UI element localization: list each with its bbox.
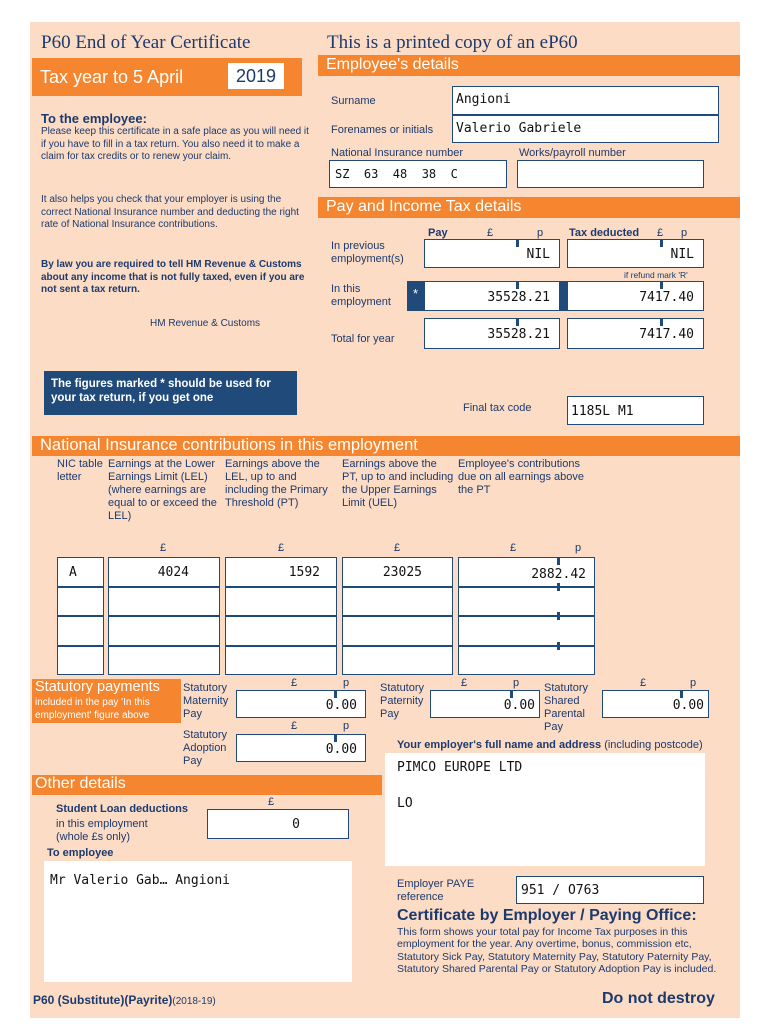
paye-ref-label: Employer PAYE reference bbox=[397, 878, 475, 903]
tax-header: Tax deducted bbox=[569, 227, 640, 239]
final-tax-code-label: Final tax code bbox=[463, 402, 532, 414]
do-not-destroy: Do not destroy bbox=[602, 990, 715, 1007]
ni-letter-cell bbox=[57, 646, 104, 675]
refund-note: if refund mark 'R' bbox=[624, 270, 688, 280]
employee-notice-para1: Please keep this certificate in a safe place as you will need it if you have to fill in a tax return. You also need it to make a claim for tax credits or to renew your claim. bbox=[41, 126, 309, 162]
tax-decimal-tick bbox=[660, 239, 663, 247]
ni-number-label: National Insurance number bbox=[331, 147, 464, 159]
shared-pence: p bbox=[690, 677, 697, 689]
student-loan-pound: £ bbox=[268, 796, 275, 808]
tax-code-field bbox=[567, 396, 704, 425]
surname-field bbox=[452, 86, 719, 115]
ni-uel-cell bbox=[342, 587, 453, 616]
previous-pay-value: NIL bbox=[526, 247, 550, 262]
pay-decimal-tick bbox=[516, 318, 519, 326]
form-name bbox=[33, 993, 216, 1007]
ni-pt-pound: £ bbox=[278, 542, 285, 554]
employee-details-header bbox=[318, 55, 740, 76]
employee-notice-para3: By law you are required to tell HM Revenue & Customs about any income that is not fully taxed, even if you are not sent a tax return. bbox=[41, 259, 305, 295]
ni-decimal-tick bbox=[557, 612, 560, 620]
works-number-label: Works/payroll number bbox=[519, 147, 626, 159]
shared-pound: £ bbox=[640, 677, 647, 689]
certificate-title: P60 End of Year Certificate bbox=[41, 32, 251, 53]
ni-col-contrib: Employee's contributions due on all earnings above the PT bbox=[458, 458, 584, 496]
hmrc-signature: HM Revenue & Customs bbox=[150, 318, 261, 329]
adoption-pence: p bbox=[343, 720, 350, 732]
employer-name-label bbox=[397, 739, 703, 751]
ni-contrib-value: 2882.42 bbox=[531, 567, 586, 582]
pay-decimal-tick bbox=[516, 281, 519, 289]
pay-pound: £ bbox=[487, 227, 494, 239]
tax-pence: p bbox=[681, 227, 688, 239]
ni-number-field bbox=[329, 160, 507, 188]
statutory-title: Statutory payments bbox=[35, 679, 160, 695]
student-loan-label: Student Loan deductions bbox=[56, 803, 188, 815]
pay-tax-header bbox=[318, 197, 740, 218]
maternity-label: Statutory Maternity Pay bbox=[183, 682, 229, 720]
ni-uel-cell bbox=[342, 646, 453, 675]
student-loan-sub: in this employment (whole £s only) bbox=[56, 818, 148, 843]
tax-code-value: 1185L M1 bbox=[571, 404, 634, 419]
surname-label: Surname bbox=[331, 95, 376, 107]
certificate-employer-title: Certificate by Employer / Paying Office: bbox=[397, 907, 697, 924]
forenames-value: Valerio Gabriele bbox=[456, 121, 582, 136]
pay-decimal-tick bbox=[516, 239, 519, 247]
total-pay-value: 35528.21 bbox=[487, 327, 550, 342]
total-tax-value: 7417.40 bbox=[639, 327, 694, 342]
ni-pt-cell bbox=[225, 557, 337, 587]
shared-parental-label: Statutory Shared Parental Pay bbox=[544, 682, 589, 733]
paternity-decimal-tick bbox=[510, 690, 513, 698]
tax-year-label: Tax year to 5 April bbox=[40, 67, 184, 87]
shared-parental-value: 0.00 bbox=[672, 698, 704, 713]
ni-letter-value: A bbox=[69, 565, 77, 580]
ni-lel-cell bbox=[108, 646, 220, 675]
ni-uel-value: 23025 bbox=[382, 565, 422, 580]
ni-letter-cell bbox=[57, 557, 104, 587]
previous-tax-field bbox=[567, 239, 704, 268]
ni-decimal-tick bbox=[557, 583, 560, 591]
total-pay-field bbox=[424, 318, 560, 349]
previous-pay-field bbox=[424, 239, 560, 268]
tax-star-marker bbox=[560, 281, 567, 311]
ni-col-letter: NIC table letter bbox=[57, 458, 103, 483]
employer-name-label-rest: (including postcode) bbox=[604, 739, 703, 751]
form-name-year: (2018-19) bbox=[172, 996, 216, 1007]
shared-parental-field bbox=[602, 690, 709, 718]
ni-decimal-tick bbox=[557, 557, 560, 565]
employee-notice-title: To the employee: bbox=[41, 111, 147, 126]
ni-title: National Insurance contributions in this employment bbox=[40, 436, 418, 454]
ni-letter-cell bbox=[57, 616, 104, 646]
adoption-pound: £ bbox=[291, 720, 298, 732]
forenames-label: Forenames or initials bbox=[331, 124, 434, 136]
maternity-field bbox=[236, 690, 366, 718]
this-tax-value: 7417.40 bbox=[639, 290, 694, 305]
ni-lel-cell bbox=[108, 616, 220, 646]
student-loan-field bbox=[207, 809, 349, 839]
ni-pt-cell bbox=[225, 587, 337, 616]
ni-col-uel: Earnings above the PT, up to and including the Upper Earnings Limit (UEL) bbox=[342, 458, 454, 509]
form-name-main: P60 (Substitute)(Payrite) bbox=[33, 993, 173, 1007]
maternity-pence: p bbox=[343, 677, 350, 689]
this-employment-label: In this employment bbox=[331, 283, 391, 308]
total-tax-field bbox=[567, 318, 704, 349]
other-details-title: Other details bbox=[35, 775, 126, 792]
tax-year-bar bbox=[32, 58, 302, 96]
paternity-pence: p bbox=[513, 677, 520, 689]
pay-tax-title: Pay and Income Tax details bbox=[326, 198, 522, 215]
shared-decimal-tick bbox=[680, 690, 683, 698]
employee-address-box bbox=[44, 861, 352, 982]
statutory-subtitle: included in the pay 'In this employment' figure above bbox=[35, 697, 150, 721]
ni-contrib-cell bbox=[458, 587, 595, 616]
paternity-label: Statutory Paternity Pay bbox=[380, 682, 425, 720]
ni-pt-value: 1592 bbox=[288, 565, 320, 580]
ni-decimal-tick bbox=[557, 642, 560, 650]
paternity-value: 0.00 bbox=[503, 698, 535, 713]
ni-col-pt: Earnings above the LEL, up to and including the Primary Threshold (PT) bbox=[225, 458, 328, 509]
ni-contrib-cell bbox=[458, 646, 595, 675]
total-year-label: Total for year bbox=[331, 333, 395, 345]
ni-lel-value: 4024 bbox=[157, 565, 189, 580]
employee-address-value: Mr Valerio Gab… Angioni bbox=[50, 873, 231, 888]
adoption-value: 0.00 bbox=[325, 742, 357, 757]
ni-header bbox=[32, 436, 740, 456]
ni-pt-cell bbox=[225, 616, 337, 646]
adoption-label: Statutory Adoption Pay bbox=[183, 729, 228, 767]
ni-contrib-cell bbox=[458, 616, 595, 646]
ni-contrib-cell bbox=[458, 557, 595, 587]
ni-lel-cell bbox=[108, 587, 220, 616]
star-marker: * bbox=[407, 281, 424, 311]
ni-pt-cell bbox=[225, 646, 337, 675]
to-employee-label: To employee bbox=[47, 847, 114, 859]
pay-pence: p bbox=[537, 227, 544, 239]
printed-copy-note: This is a printed copy of an eP60 bbox=[327, 32, 578, 53]
figures-note: The figures marked * should be used for your tax return, if you get one bbox=[51, 378, 271, 404]
employer-address-box bbox=[385, 753, 705, 866]
ni-number-value: SZ 63 48 38 C bbox=[335, 167, 458, 181]
employee-notice-para2: It also helps you check that your employer is using the correct National Insurance number and deducting the right rate of National Insurance contributions. bbox=[41, 194, 299, 230]
ni-uel-cell bbox=[342, 616, 453, 646]
certificate-employer-text: This form shows your total pay for Income Tax purposes in this employment for the year. Any overtime, bonus, commission etc, Statutory Sick Pay, Statutory Maternity Pay, Statutory Paternity Pay, Statutory Shared Parental Pay or Statutory Adoption Pay is included. bbox=[397, 926, 717, 976]
tax-year-value: 2019 bbox=[228, 63, 284, 89]
ni-uel-cell bbox=[342, 557, 453, 587]
employer-name-label-bold: Your employer's full name and address bbox=[397, 739, 602, 751]
adoption-decimal-tick bbox=[334, 734, 337, 742]
ni-letter-cell bbox=[57, 587, 104, 616]
paternity-pound: £ bbox=[461, 677, 468, 689]
ni-contrib-pound: £ bbox=[510, 542, 517, 554]
this-pay-value: 35528.21 bbox=[487, 290, 550, 305]
this-tax-field bbox=[567, 281, 704, 311]
statutory-payments-header bbox=[32, 679, 181, 723]
paye-ref-value: 951 / O763 bbox=[521, 883, 600, 898]
adoption-field bbox=[236, 734, 366, 762]
ni-col-lel: Earnings at the Lower Earnings Limit (LEL) (where earnings are equal to or exceed the LEL) bbox=[108, 458, 217, 522]
ni-lel-pound: £ bbox=[160, 542, 167, 554]
employer-address-value: LO bbox=[397, 796, 413, 811]
ni-uel-pound: £ bbox=[394, 542, 401, 554]
tax-pound: £ bbox=[657, 227, 664, 239]
previous-tax-value: NIL bbox=[670, 247, 694, 262]
figures-note-box bbox=[44, 371, 297, 415]
tax-decimal-tick bbox=[660, 318, 663, 326]
other-details-header bbox=[32, 775, 382, 795]
previous-employment-label: In previous employment(s) bbox=[331, 240, 404, 265]
ni-lel-cell bbox=[108, 557, 220, 587]
pay-header: Pay bbox=[428, 227, 448, 239]
forenames-field bbox=[452, 115, 719, 143]
tax-decimal-tick bbox=[660, 281, 663, 289]
ni-contrib-pence: p bbox=[575, 542, 582, 554]
maternity-decimal-tick bbox=[334, 690, 337, 698]
maternity-value: 0.00 bbox=[325, 698, 357, 713]
paternity-field bbox=[430, 690, 540, 718]
employer-name-value: PIMCO EUROPE LTD bbox=[397, 760, 523, 775]
paye-ref-field bbox=[516, 876, 704, 904]
works-number-field bbox=[517, 160, 704, 188]
student-loan-value: 0 bbox=[292, 817, 300, 832]
employee-details-title: Employee's details bbox=[326, 56, 459, 73]
this-pay-field bbox=[424, 281, 560, 311]
maternity-pound: £ bbox=[291, 677, 298, 689]
surname-value: Angioni bbox=[456, 92, 511, 107]
